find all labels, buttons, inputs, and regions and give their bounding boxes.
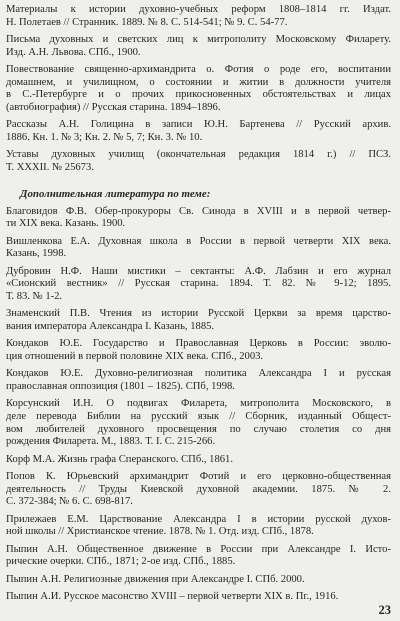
entry-line: Н. Полетаев // Странник. 1889. № 8. С. 514-541; № 9. С. 54-77. [6,16,288,28]
entry-line: Повествование священно-архимандрита о. Фотия о роде его, воспитании [6,64,391,75]
entry-line: Корсунский И.Н. О подвигах Филарета, митрополита Московского, в [6,398,391,410]
entry-line: деятельность // Труды Киевской духовной академии. 1875. № 2. [6,483,391,495]
entry-line: ция отношений в первой половине XIX века. СПб., 2003. [6,350,264,362]
entry-line: Пыпин А.И. Русское масонство XVIII – первой четверти XIX в. Пг., 1916. [6,590,339,602]
bibliography-entry [6,591,391,604]
entry-line: рические очерки. СПб., 1871; 2-ое изд. СПб., 1885. [6,556,236,568]
entry-line: С. 372-384; № 6. С. 698-817. [6,496,133,508]
entry-line: Пыпин А.Н. Религиозные движения при Александре I. СПб. 2000. [6,573,305,585]
entry-line: Прилежаев Е.М. Царствование Александра I в истории русской духов- [6,513,391,525]
primary-sources-list [6,4,391,175]
bibliography-entry [6,34,391,59]
further-reading-list [6,206,391,604]
entry-line: домашнем, и училищном, о состоянии и житии в должности учителя [6,76,391,88]
entry-line: Знаменский П.В. Чтения из истории Русской Церкви за время царство- [6,308,391,320]
entry-line: православная оппозиция (1801 – 1825). СПб, 1998. [6,380,235,392]
bibliography-entry [6,236,391,261]
entry-line: «Сионский вестник» // Русская старина. 1894. Т. 82. № 9-12; 1895. [6,278,391,290]
bibliography-entry [6,206,391,231]
bibliography-entry [6,544,391,569]
bibliography-entry [6,149,391,174]
entry-line: Рассказы А.Н. Голицина в записи Ю.Н. Бартенева // Русский архив. [6,119,391,131]
bibliography-entry [6,4,391,29]
entry-line: Изд. А.Н. Львова. СПб., 1900. [6,46,141,58]
entry-line: Кондаков Ю.Е. Государство и Православная Церковь в России: эволю- [6,338,391,350]
bibliography-entry [6,64,391,115]
page-number: 23 [378,603,391,618]
bibliography-entry [6,514,391,539]
entry-line: рождения Филарета. М., 1883. Т. I. С. 215-266. [6,436,216,448]
entry-line: в С.-Петербурге и о прочих прикосновенных обстоятельствах и лицах [6,89,391,101]
entry-line: (автобиография) // Русская старина. 1894–1896. [6,102,221,114]
bibliography-entry [6,338,391,363]
bibliography-entry [6,398,391,449]
entry-line: Дубровин Н.Ф. Наши мистики – сектанты: А.Ф. Лабзин и его журнал [6,265,391,277]
entry-line: Пыпин А.Н. Общественное движение в России при Александре I. Исто- [6,543,391,555]
bibliography-entry [6,454,391,467]
entry-line: Материалы к истории духовно-учебных реформ 1808–1814 гг. Издат. [6,4,391,15]
entry-line: вом любителей духовного просвещения по случаю столетия со дня [6,423,391,435]
entry-line: деле перевода Библии на русский язык // Сборник, изданный Общест- [6,410,391,422]
entry-line: Письма духовных и светских лиц к митрополиту Московскому Филарету. [6,34,391,45]
entry-line: Т. 83. № 1-2. [6,290,63,302]
bibliography-entry [6,368,391,393]
entry-line: 1886. Кн. 1. № 3; Кн. 2. № 5, 7; Кн. 3. № 10. [6,132,203,144]
entry-line: ти XIX века. Казань. 1900. [6,218,126,230]
bibliography-entry [6,308,391,333]
entry-line: Попов К. Юрьевский архимандрит Фотий и его церковно-общественная [6,470,391,482]
entry-line: Кондаков Ю.Е. Духовно-религиозная политика Александра I и русская [6,368,391,380]
entry-line: Корф М.А. Жизнь графа Сперанского. СПб., 1861. [6,453,233,465]
entry-line: Уставы духовных училищ (окончательная редакция 1814 г.) // ПСЗ. [6,149,391,161]
bibliography-entry [6,119,391,144]
entry-line: Т. XXXII. № 25673. [6,162,94,174]
bibliography-entry [6,471,391,509]
further-reading-heading: Дополнительная литература по теме: [20,187,211,200]
bibliography-entry [6,574,391,587]
entry-line: Благовидов Ф.В. Обер-прокуроры Св. Синода в XVIII и в первой четвер- [6,205,391,217]
bibliography-entry [6,266,391,304]
entry-line: вания императора Александра I. Казань, 1885. [6,320,215,332]
entry-line: Вишленкова Е.А. Духовная школа в России в первой четверти XIX века. [6,235,391,247]
entry-line: ной школы // Христианское чтение. 1878. № 1. Отд. изд. СПб., 1878. [6,526,314,538]
entry-line: Казань, 1998. [6,248,67,260]
